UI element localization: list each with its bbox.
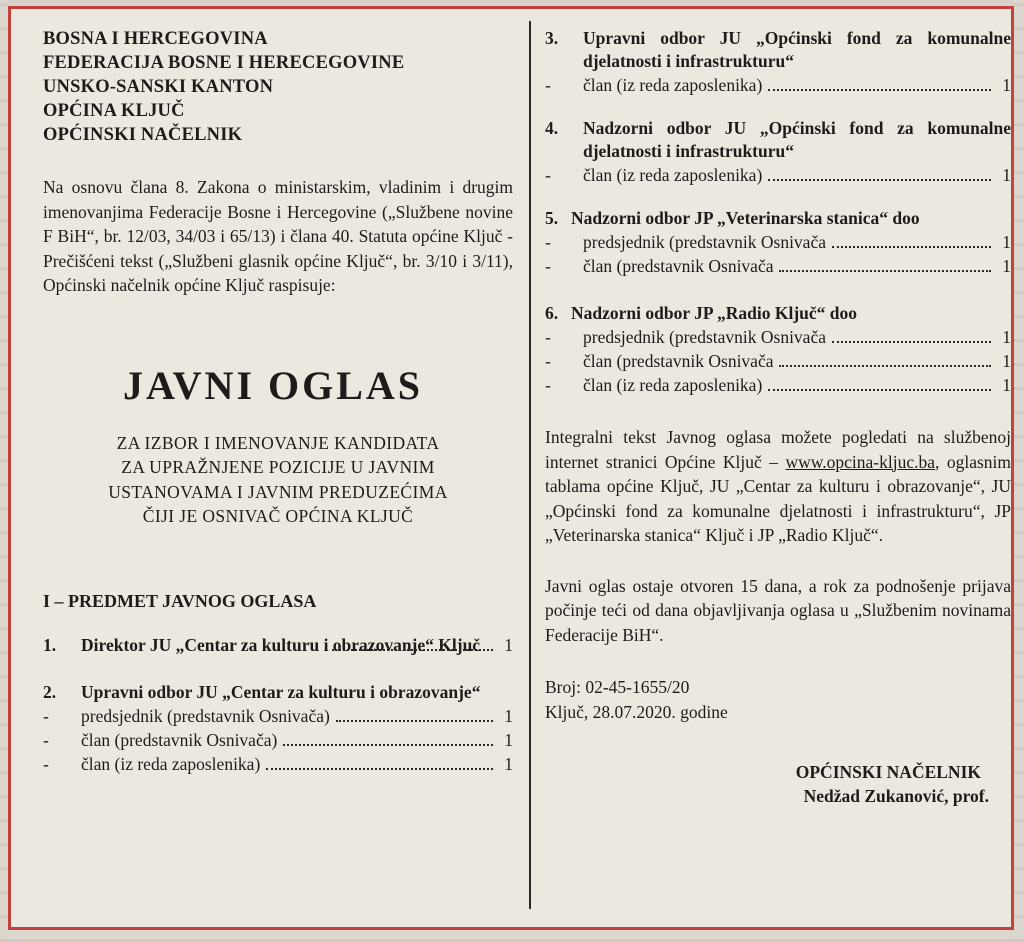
item-number: 2. — [43, 681, 57, 702]
item-number: 5. — [545, 208, 559, 228]
leader-dots — [768, 389, 991, 391]
item-heading — [545, 27, 1011, 73]
list-item — [545, 163, 1011, 187]
item-title: Upravni odbor JU „Općinski fond za komunalne djelatnosti i infrastrukturu“ — [583, 28, 1011, 71]
position-label: član (predstavnik Osnivača — [583, 256, 774, 276]
position-count: 1 — [1002, 327, 1011, 347]
item-6 — [545, 302, 1011, 397]
leader-dots — [336, 720, 493, 722]
position-label: član (iz reda zaposlenika) — [81, 753, 261, 774]
leader-dots — [779, 365, 991, 367]
position-count: 1 — [504, 753, 513, 774]
leader-dots — [779, 270, 991, 272]
dash: - — [43, 753, 49, 774]
dash: - — [545, 232, 551, 252]
subtitle-line: ZA IZBOR I IMENOVANJE KANDIDATA — [116, 432, 440, 453]
list-item — [545, 254, 1011, 278]
item-heading — [545, 207, 1011, 230]
item-title: Nadzorni odbor JP „Radio Ključ“ doo — [571, 303, 858, 323]
item-2 — [43, 681, 513, 776]
list-item — [545, 325, 1011, 349]
position-count: 1 — [504, 705, 513, 726]
position-count: 1 — [1002, 75, 1011, 95]
item-number: 4. — [545, 118, 559, 138]
column-divider — [529, 21, 531, 909]
list-item — [43, 728, 513, 752]
position-count: 1 — [1002, 232, 1011, 252]
leader-dots — [832, 341, 991, 343]
dash: - — [43, 705, 49, 726]
dash: - — [545, 327, 551, 347]
dash: - — [545, 351, 551, 371]
position-count: 1 — [1002, 165, 1011, 185]
subtitle-line: USTANOVAMA I JAVNIM PREDUZEĆIMA — [108, 481, 448, 502]
item-heading — [545, 302, 1011, 325]
signature-role: OPĆINSKI NAČELNIK — [795, 762, 981, 782]
document-date: Ključ, 28.07.2020. godine — [545, 701, 728, 722]
item-number: 1. — [43, 634, 57, 655]
subtitle-line: ČIJI JE OSNIVAČ OPĆINA KLJUČ — [142, 506, 414, 526]
website-link[interactable]: www.opcina-kljuc.ba — [785, 451, 935, 472]
list-item — [545, 373, 1011, 397]
position-label: predsjednik (predstavnik Osnivača) — [81, 705, 330, 726]
item-heading — [545, 117, 1011, 163]
position-count: 1 — [1002, 351, 1011, 371]
list-item — [545, 349, 1011, 373]
item-heading — [43, 681, 513, 704]
item-title: Nadzorni odbor JU „Općinski fond za komunalne djelatnosti i infrastrukturu“ — [583, 118, 1011, 161]
item-heading — [43, 634, 513, 657]
item-title: Direktor JU „Centar za kulturu i obrazovanje“ Ključ — [81, 634, 481, 655]
left-column — [43, 27, 513, 776]
item-number: 6. — [545, 303, 559, 323]
position-label: član (iz reda zaposlenika) — [583, 75, 763, 95]
leader-dots — [768, 89, 991, 91]
integral-text-end: , oglasnim tablama općine Ključ, JU „Centar za kulturu i obrazovanje“, JU „Općinski fond za komunalne djelatnosti i infrastrukturu“, JP „Veterinarska stanica“ Ključ i JP „Radio Ključ“. — [545, 451, 1011, 545]
item-4 — [545, 117, 1011, 187]
leader-dots — [266, 768, 493, 770]
position-count: 1 — [504, 634, 513, 655]
integral-text-start: Integralni tekst Javnog oglasa možete pogledati na službenoj internet stranici Općine Ključ – — [545, 427, 1011, 472]
header-line: OPĆINA KLJUČ — [43, 101, 185, 121]
item-3 — [545, 27, 1011, 97]
dash: - — [545, 256, 551, 276]
header-line: BOSNA I HERCEGOVINA — [43, 29, 268, 49]
position-label: član (predstavnik Osnivača) — [81, 729, 278, 750]
item-1 — [43, 634, 513, 657]
list-item — [545, 73, 1011, 97]
position-label: član (predstavnik Osnivača — [583, 351, 774, 371]
position-count: 1 — [1002, 375, 1011, 395]
list-item — [43, 752, 513, 776]
dash: - — [545, 375, 551, 395]
item-number: 3. — [545, 28, 559, 48]
open-period-paragraph: Javni oglas ostaje otvoren 15 dana, a rok za podnošenje prijava počinje teći od dana objavljivanja oglasa u „Službenim novinama Federacije BiH“. — [545, 575, 1011, 645]
right-column — [545, 27, 1011, 808]
subtitle-line: ZA UPRAŽNJENE POZICIJE U JAVNIM — [121, 457, 435, 477]
section-heading: I – PREDMET JAVNOG OGLASA — [43, 590, 317, 611]
integral-text-paragraph — [545, 425, 1011, 548]
signature-name: Nedžad Zukanović, prof. — [803, 786, 989, 806]
intro-paragraph: Na osnovu člana 8. Zakona o ministarskim, vladinim i drugim imenovanjima Federacije Bosne i Hercegovine („Službene novine F BiH“, br. 12/03, 34/03 i 65/13) i člana 40. Statuta općine Ključ - Prečišćeni tekst („Službeni glasnik općine Ključ“, br. 3/10 i 3/11), Općinski načelnik općine Ključ raspisuje: — [43, 177, 513, 295]
header-line: UNSKO-SANSKI KANTON — [43, 77, 274, 97]
position-count: 1 — [1002, 256, 1011, 276]
list-item — [43, 704, 513, 728]
header-line: OPĆINSKI NAČELNIK — [43, 125, 243, 145]
item-5 — [545, 207, 1011, 278]
reference-number: Broj: 02-45-1655/20 — [545, 677, 690, 697]
signature-block — [545, 760, 1011, 808]
advertisement-frame — [8, 6, 1014, 930]
item-title: Upravni odbor JU „Centar za kulturu i obrazovanje“ — [81, 681, 481, 702]
position-count: 1 — [504, 729, 513, 750]
position-label: predsjednik (predstavnik Osnivača — [583, 327, 826, 347]
dash: - — [545, 75, 551, 95]
leader-dots — [832, 246, 991, 248]
ad-subtitle — [43, 431, 513, 529]
dash: - — [43, 729, 49, 750]
position-label: član (iz reda zaposlenika) — [583, 375, 763, 395]
leader-dots — [332, 649, 493, 651]
leader-dots — [283, 744, 493, 746]
header-line: FEDERACIJA BOSNE I HERECEGOVINE — [43, 53, 405, 73]
position-label: predsjednik (predstavnik Osnivača — [583, 232, 826, 252]
ad-title: JAVNI OGLAS — [122, 362, 424, 408]
item-title: Nadzorni odbor JP „Veterinarska stanica“ doo — [571, 208, 920, 228]
header-block — [43, 27, 513, 147]
position-label: član (iz reda zaposlenika) — [583, 165, 763, 185]
leader-dots — [768, 179, 991, 181]
list-item — [545, 230, 1011, 254]
dash: - — [545, 165, 551, 185]
